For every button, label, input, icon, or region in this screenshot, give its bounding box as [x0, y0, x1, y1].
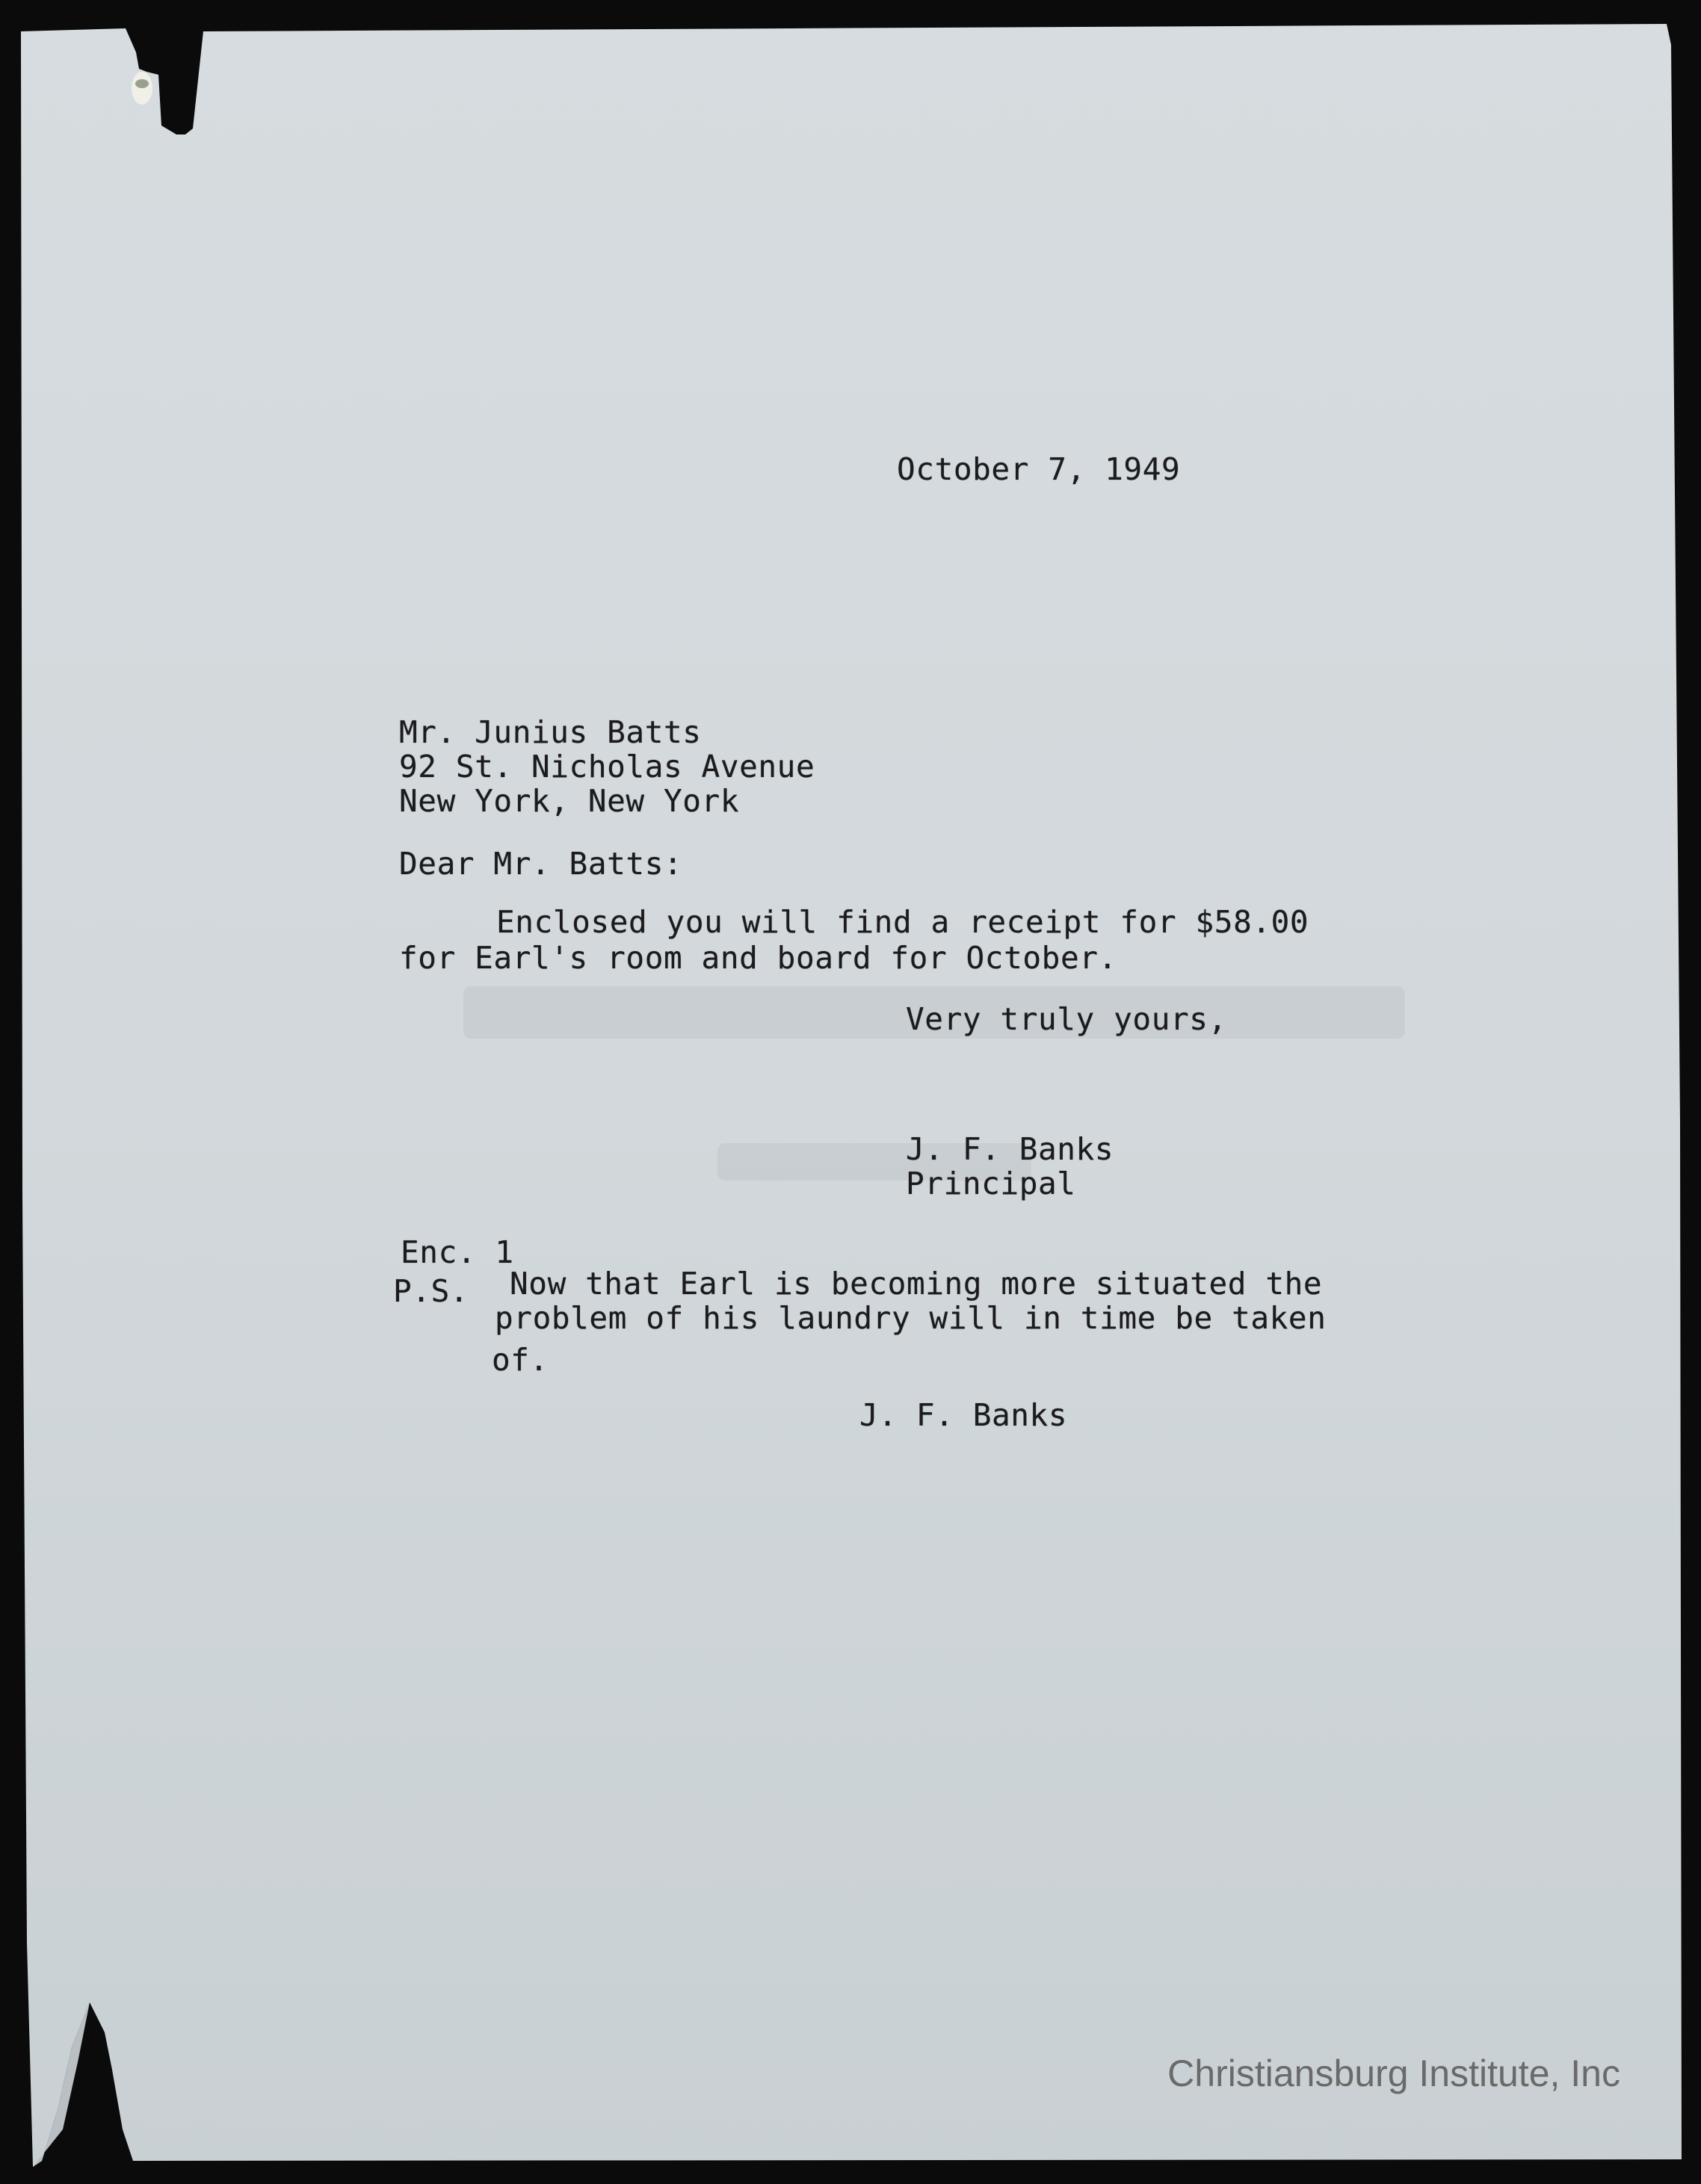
- closing: Very truly yours,: [906, 1001, 1227, 1037]
- body-line-2: for Earl's room and board for October.: [399, 940, 1117, 976]
- recipient-name: Mr. Junius Batts: [399, 714, 702, 750]
- ps-signature: J. F. Banks: [859, 1397, 1068, 1433]
- paper-surface: [21, 24, 1682, 2167]
- ps-label: P.S.: [393, 1273, 469, 1309]
- ps-line-2: problem of his laundry will in time be taken: [495, 1300, 1327, 1336]
- staple-mark: [135, 79, 149, 88]
- salutation: Dear Mr. Batts:: [399, 846, 683, 882]
- signer-title: Principal: [906, 1166, 1076, 1201]
- signer-name: J. F. Banks: [906, 1131, 1114, 1167]
- body-line-1: Enclosed you will find a receipt for $58.00: [496, 904, 1309, 940]
- recipient-city: New York, New York: [399, 783, 740, 819]
- enclosure-note: Enc. 1: [401, 1234, 514, 1270]
- ps-line-3: of.: [492, 1342, 549, 1378]
- ps-line-1: Now that Earl is becoming more situated the: [510, 1266, 1323, 1302]
- letter-date: October 7, 1949: [897, 451, 1181, 487]
- recipient-street: 92 St. Nicholas Avenue: [399, 749, 815, 785]
- archive-watermark: Christiansburg Institute, Inc: [1167, 2052, 1620, 2094]
